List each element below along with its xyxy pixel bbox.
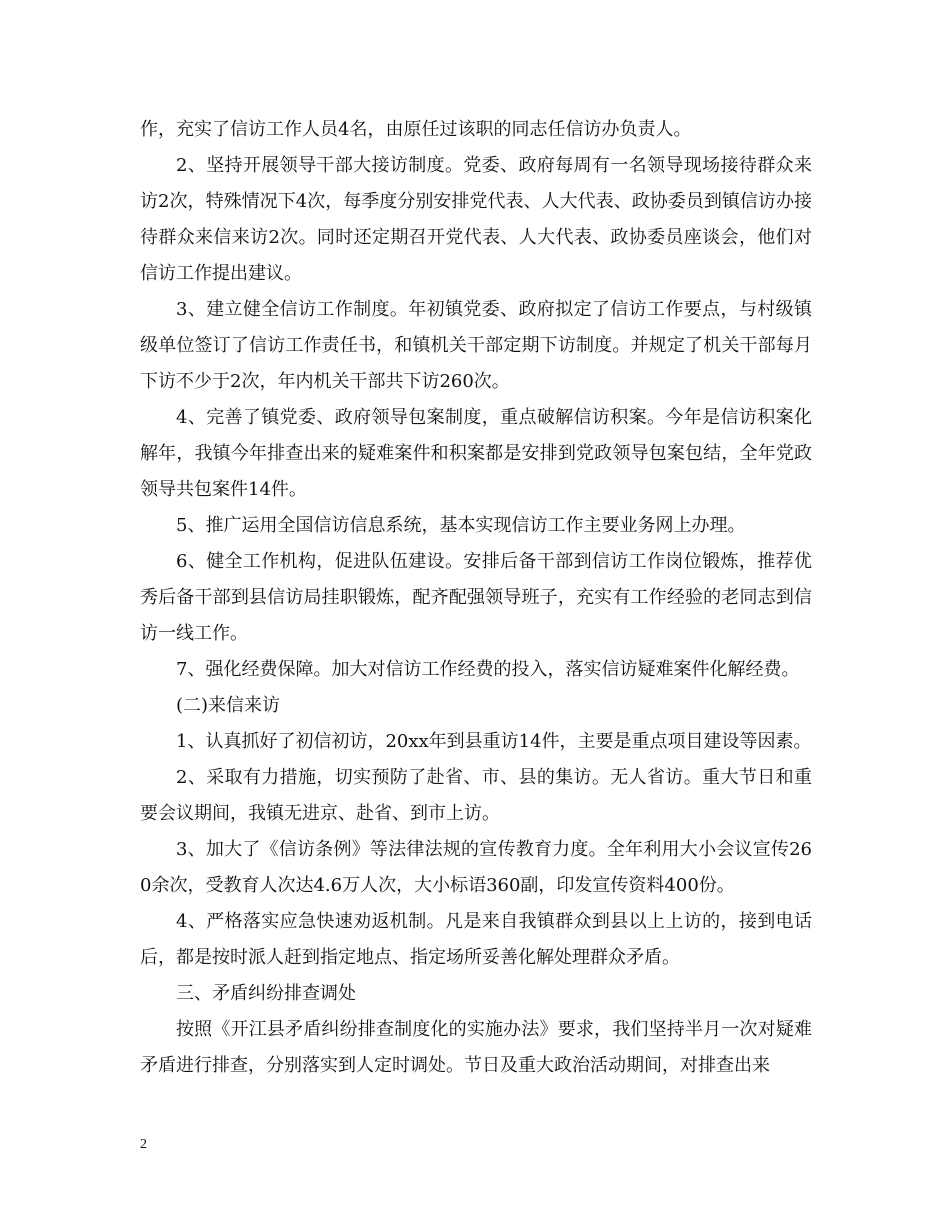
paragraph-6: 6、健全工作机构，促进队伍建设。安排后备干部到信访工作岗位锻炼，推荐优秀后备干部到县信访局挂职锻炼，配齐配强领导班子，充实有工作经验的老同志到信访一线工作。 — [140, 551, 812, 644]
section-heading-dispute-mediation: 三、矛盾纠纷排查调处 — [176, 983, 356, 1004]
page-number: 2 — [140, 1137, 147, 1152]
paragraph-2: 2、坚持开展领导干部大接访制度。党委、政府每周有一名领导现场接待群众来访2次，特殊情况下4次，每季度分别安排党代表、人大代表、政协委员到镇信访办接待群众来信来访2次。同时还定期召开党代表、人大代表、政协委员座谈会，他们对信访工作提出建议。 — [140, 155, 812, 284]
paragraph-12: 4、严格落实应急快速劝返机制。凡是来自我镇群众到县以上上访的，接到电话后，都是按时派人赶到指定地点、指定场所妥善化解处理群众矛盾。 — [140, 911, 812, 968]
paragraph-14: 按照《开江县矛盾纠纷排查制度化的实施办法》要求，我们坚持半月一次对疑难矛盾进行排查，分别落实到人定时调处。节日及重大政治活动期间，对排查出来 — [140, 1019, 812, 1076]
document-body — [140, 112, 812, 1084]
paragraph-3: 3、建立健全信访工作制度。年初镇党委、政府拟定了信访工作要点，与村级镇级单位签订了信访工作责任书，和镇机关干部定期下访制度。并规定了机关干部每月下访不少于2次，年内机关干部共下访260次。 — [140, 299, 812, 392]
paragraph-7: 7、强化经费保障。加大对信访工作经费的投入，落实信访疑难案件化解经费。 — [176, 659, 800, 680]
paragraph-9: 1、认真抓好了初信初访，20xx年到县重访14件，主要是重点项目建设等因素。 — [176, 731, 812, 752]
paragraph-1: 作，充实了信访工作人员4名，由原任过该职的同志任信访办负责人。 — [140, 119, 692, 140]
section-heading-letters-visits: (二)来信来访 — [176, 695, 281, 716]
paragraph-4: 4、完善了镇党委、政府领导包案制度，重点破解信访积案。今年是信访积案化解年，我镇今年排查出来的疑难案件和积案都是安排到党政领导包案包结，全年党政领导共包案件14件。 — [140, 407, 812, 500]
paragraph-10: 2、采取有力措施，切实预防了赴省、市、县的集访。无人省访。重大节日和重要会议期间，我镇无进京、赴省、到市上访。 — [140, 767, 812, 824]
paragraph-5: 5、推广运用全国信访信息系统，基本实现信访工作主要业务网上办理。 — [176, 515, 746, 536]
paragraph-11: 3、加大了《信访条例》等法律法规的宣传教育力度。全年利用大小会议宣传260余次，受教育人次达4.6万人次，大小标语360副，印发宣传资料400份。 — [140, 839, 812, 896]
